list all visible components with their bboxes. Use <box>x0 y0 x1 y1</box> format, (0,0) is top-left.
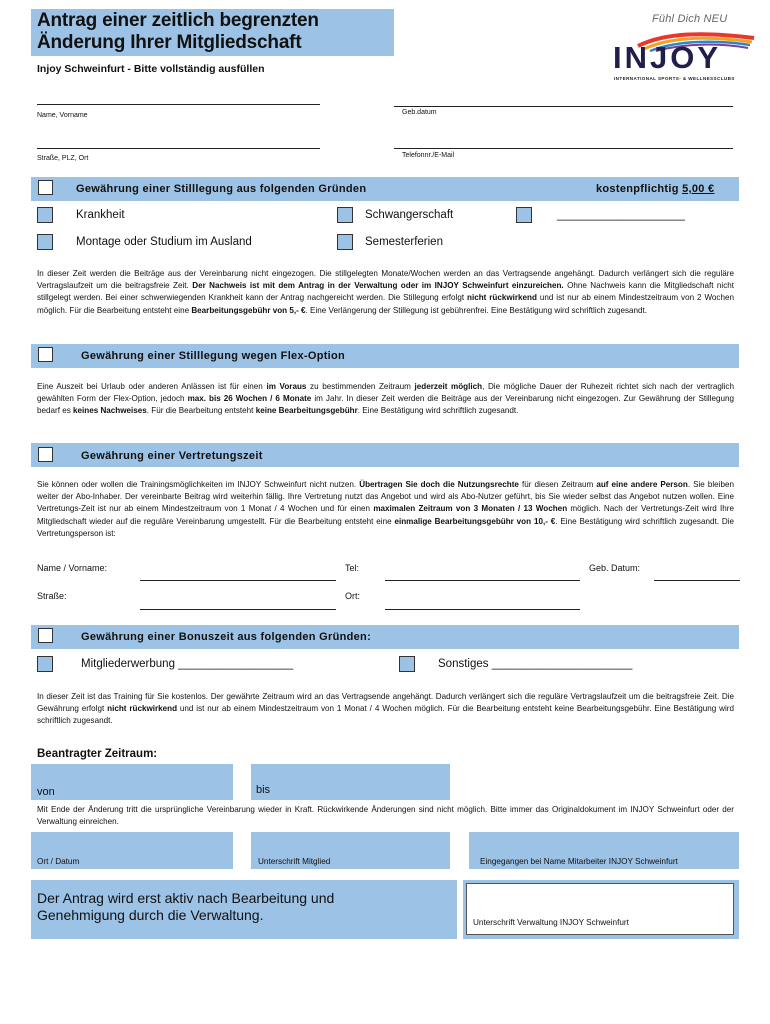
proxy-name-label: Name / Vorname: <box>37 563 108 573</box>
option-werbung-label[interactable]: Mitgliederwerbung __________________ <box>81 658 294 670</box>
option-schwangerschaft-label: Schwangerschaft <box>365 209 454 221</box>
period-heading: Beantragter Zeitraum: <box>37 748 158 760</box>
montage-checkbox[interactable] <box>37 234 53 250</box>
to-field[interactable] <box>251 764 450 800</box>
contact-line[interactable] <box>394 148 733 149</box>
admin-signature-label: Unterschrift Verwaltung INJOY Schweinfurt <box>473 918 629 927</box>
schwangerschaft-checkbox[interactable] <box>337 207 353 223</box>
admin-signature-field[interactable] <box>466 883 734 935</box>
name-line[interactable] <box>37 104 320 105</box>
from-label: von <box>37 786 55 798</box>
address-line[interactable] <box>37 148 320 149</box>
to-label: bis <box>256 784 271 796</box>
proxy-city-label: Ort: <box>345 591 360 601</box>
name-label: Name, Vorname <box>37 112 88 119</box>
flex-checkbox[interactable] <box>38 347 53 362</box>
logo-wordmark: INJOY <box>613 40 722 75</box>
address-label: Straße, PLZ, Ort <box>37 155 89 162</box>
dob-label: Geb.datum <box>402 109 437 116</box>
section-vertretung-heading: Gewährung einer Vertretungszeit <box>81 450 263 462</box>
option-sonstiges-label[interactable]: Sonstiges ______________________ <box>438 658 633 670</box>
section-flex-heading: Gewährung einer Stilllegung wegen Flex-Option <box>81 350 346 362</box>
option-semesterferien-label: Semesterferien <box>365 236 443 248</box>
bonus-checkbox[interactable] <box>38 628 53 643</box>
werbung-checkbox[interactable] <box>37 656 53 672</box>
logo-tagline: Fühl Dich NEU <box>652 13 728 25</box>
flex-paragraph: Eine Auszeit bei Urlaub oder anderen Anlässen ist für einen im Voraus zu bestimmenden Zeitraum jederzeit möglich, Die mögliche Dauer der Ruhezeit richtet sich nach der vertraglich gewählten Form der Flex-Option, jedoch max. bis 26 Wochen / 6 Monate im Jahr. In dieser Zeit werden die Beiträge aus der Vereinbarung nicht eingezogen. Zur Gewährung der Stillegung bedarf es keines Nachweises. Für die Bearbeitung entsteht keine Bearbeitungsgebühr. Eine Bestätigung wird schriftlich zugesandt. <box>37 382 734 416</box>
page-title: Antrag einer zeitlich begrenzten Änderung Ihrer Mitgliedschaft <box>37 10 319 53</box>
bonus-paragraph: In dieser Zeit ist das Training für Sie kostenlos. Der gewährte Zeitraum wird an das Vertragsende angehängt. Dadurch verlängert sich die reguläre Vertragslaufzeit um die beitragsfreie Zeit. Die Gewährung erfolgt nicht rückwirkend und ist nur ab einem Mindestzeitraum von 1 Monat / 4 Wochen möglich. Für die Bearbeitung entsteht keine Bearbeitungsgebühr. Eine Bestätigung wird schriftlich zugesandt. <box>37 692 734 726</box>
vertretung-checkbox[interactable] <box>38 447 53 462</box>
proxy-city-line[interactable] <box>385 609 580 610</box>
stilllegung-paragraph: In dieser Zeit werden die Beiträge aus der Vereinbarung nicht eingezogen. Die stillgelegten Monate/Wochen werden an das Vertragsende angehängt. Dadurch verlängert sich die reguläre Vertragslaufzeit um die beitragsfreie Zeit. Der Nachweis ist mit dem Antrag in der Verwaltung oder im INJOY Schweinfurt einzureichen. Ohne Nachweis kann die Mitgliedschaft nicht stillgelegt werden. Bei einer schwerwiegenden Krankheit kann der Antrag nachgereicht werden. Die Stillegung erfolgt nicht rückwirkend und ist nur ab einem Mindestzeitraum von 2 Wochen möglich. Für die Bearbeitung entsteht eine Bearbeitungsgebühr von 5,- €. Eine Verlängerung der Stillegung ist gebührenfrei. Eine Bestätigung wird schriftlich zugesandt. <box>37 269 734 315</box>
other-reason-field[interactable]: ____________________ <box>557 209 685 221</box>
cost-note: kostenpflichtig 5,00 € <box>596 183 715 195</box>
member-signature-label: Unterschrift Mitglied <box>258 857 331 866</box>
semesterferien-checkbox[interactable] <box>337 234 353 250</box>
proxy-tel-label: Tel: <box>345 563 360 573</box>
proxy-dob-line[interactable] <box>654 580 740 581</box>
contact-label: Telefonnr./E-Mail <box>402 152 455 159</box>
other-reason-checkbox[interactable] <box>516 207 532 223</box>
proxy-tel-line[interactable] <box>385 580 580 581</box>
logo-subline: INTERNATIONAL SPORTS- & WELLNESSCLUBS <box>614 76 735 81</box>
from-field[interactable] <box>31 764 233 800</box>
option-montage-label: Montage oder Studium im Ausland <box>76 236 252 248</box>
proxy-dob-label: Geb. Datum: <box>589 563 641 573</box>
vertretung-paragraph: Sie können oder wollen die Trainingsmöglichkeiten im INJOY Schweinfurt nicht nutzen. Übertragen Sie doch die Nutzungsrechte für diesen Zeitraum auf eine andere Person. Sie bleiben weiter der Abo-Inhaber. Der vereinbarte Beitrag wird weiterhin fällig. Ihre Vertretung nutzt das Angebot und wird als Abo-Nutzer geführt, bis Sie wieder selbst das Angebot nutzen wollen. Eine Vertretungs-Zeit ist nur ab einem Mindestzeitraum von 1 Monat / 4 Wochen und für einen maximalen Zeitraum von 3 Monaten / 13 Wochen möglich. Nach der Vertretungs-Zeit wird Ihre Mitgliedschaft wieder auf die reguläre Vereinbarung umgestellt. Für die Bearbeitung entsteht eine einmalige Bearbeitungsgebühr von 10,- €. Eine Bestätigung wird schriftlich zugesandt. Die Vertretungsperson ist: <box>37 480 735 538</box>
section-bonus-heading: Gewährung einer Bonuszeit aus folgenden Gründen: <box>81 631 372 643</box>
page-subtitle: Injoy Schweinfurt - Bitte vollständig ausfüllen <box>37 63 265 75</box>
proxy-street-label: Straße: <box>37 591 67 601</box>
krankheit-checkbox[interactable] <box>37 207 53 223</box>
stilllegung-checkbox[interactable] <box>38 180 53 195</box>
option-krankheit-label: Krankheit <box>76 209 125 221</box>
section-stilllegung-heading: Gewährung einer Stilllegung aus folgenden Gründen <box>76 183 367 195</box>
period-note: Mit Ende der Änderung tritt die ursprüngliche Vereinbarung wieder in Kraft. Rückwirkende Änderungen sind nicht möglich. Bitte immer das Originaldokument im INJOY Schweinfurt oder der Verwaltung einreichen. <box>37 805 734 827</box>
sonstiges-checkbox[interactable] <box>399 656 415 672</box>
dob-line[interactable] <box>394 106 733 107</box>
received-by-label: Eingegangen bei Name Mitarbeiter INJOY Schweinfurt <box>480 857 678 866</box>
proxy-name-line[interactable] <box>140 580 336 581</box>
proxy-street-line[interactable] <box>140 609 336 610</box>
place-date-label: Ort / Datum <box>37 857 80 866</box>
activation-note: Der Antrag wird erst aktiv nach Bearbeitung und Genehmigung durch die Verwaltung. <box>37 890 335 923</box>
